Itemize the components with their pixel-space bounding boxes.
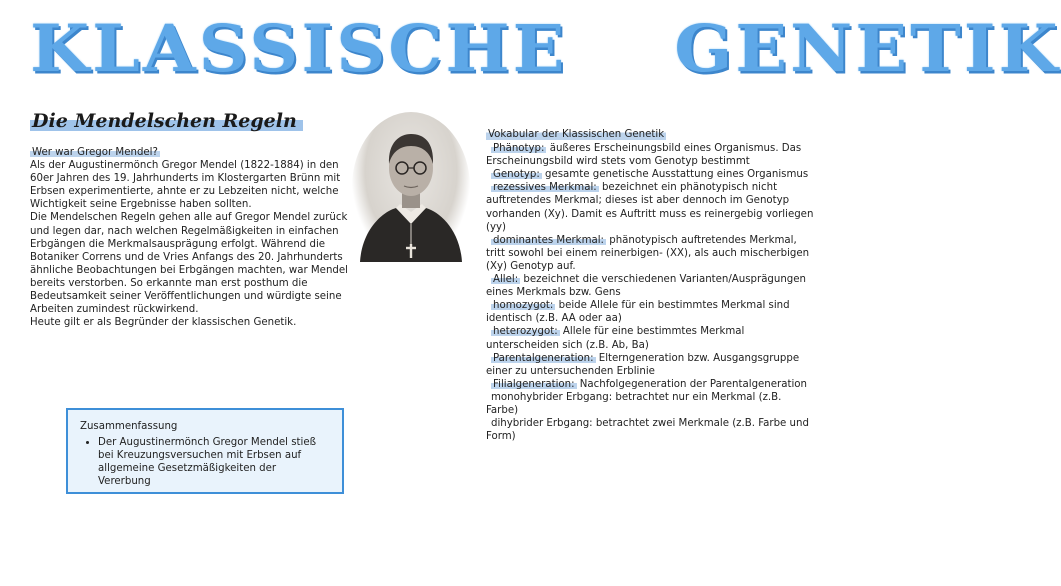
question-heading: Wer war Gregor Mendel? bbox=[32, 147, 158, 158]
vocab-definition: äußeres Erscheinungsbild eines Organismus. Das Erscheinungsbild wird stets vom Genotyp bestimmt bbox=[486, 143, 802, 168]
vocabulary-section bbox=[486, 128, 816, 443]
vocab-definition: bezeichnet ein phänotypisch nicht auftretendes Merkmal; dieses ist aber dennoch im Genotyp vorhanden (Xy). Damit es Auftritt muss es reinergebig vorliegen (yy) bbox=[486, 182, 814, 233]
summary-item: • Der Augustinermönch Gregor Mendel stieß bei Kreuzungsversuchen mit Erbsen auf allgemeine Gesetzmäßigkeiten der Vererbung bbox=[98, 436, 332, 488]
bio-paragraph-1: Als der Augustinermönch Gregor Mendel (1822-1884) in den 60er Jahren des 19. Jahrhunderts im Klostergarten Brünn mit Erbsen experimentierte, ahnte er zu Lebzeiten nicht, welche Wichtigkeit seine Ergebnisse haben sollten. bbox=[30, 160, 341, 211]
vocab-entry bbox=[486, 142, 816, 168]
vocab-definition: beide Allele für ein bestimmtes Merkmal sind identisch (z.B. AA oder aa) bbox=[486, 300, 790, 325]
vocab-entry bbox=[486, 417, 816, 443]
vocab-definition: Elterngeneration bzw. Ausgangsgruppe einer zu untersuchenden Erblinie bbox=[486, 352, 800, 377]
vocab-entry bbox=[486, 325, 816, 351]
vocab-definition: monohybrider Erbgang: betrachtet nur ein Merkmal (z.B. Farbe) bbox=[486, 391, 782, 416]
summary-heading: Zusammenfassung bbox=[80, 421, 178, 432]
vocab-entry bbox=[486, 299, 816, 325]
vocab-entry bbox=[486, 168, 816, 181]
vocab-entry bbox=[486, 352, 816, 378]
mendel-biography bbox=[30, 146, 348, 329]
vocab-definition: dihybrider Erbgang: betrachtet zwei Merkmale (z.B. Farbe und Form) bbox=[486, 418, 809, 443]
vocab-entry bbox=[486, 181, 816, 233]
title-part-2: GENETIK bbox=[674, 11, 1061, 88]
vocab-entry bbox=[486, 378, 816, 391]
vocab-definition: bezeichnet die verschiedenen Varianten/Ausprägungen eines Merkmals bzw. Gens bbox=[486, 274, 807, 299]
vocab-definition: Nachfolgegeneration der Parentalgeneration bbox=[576, 378, 807, 390]
bio-paragraph-3: Heute gilt er als Begründer der klassischen Genetik. bbox=[30, 317, 297, 329]
vocab-term: Genotyp: bbox=[493, 169, 540, 181]
section-title: Die Mendelschen Regeln bbox=[30, 110, 303, 132]
vocab-definition: phänotypisch auftretendes Merkmal, tritt sowohl bei einem reinerbigen- (XX), als auch mischerbigen (Xy) Genotyp auf. bbox=[486, 234, 810, 272]
vocab-definition: gesamte genetische Ausstattung eines Organismus bbox=[541, 169, 809, 181]
summary-list bbox=[80, 436, 332, 488]
vocab-term: rezessives Merkmal: bbox=[493, 182, 597, 194]
vocab-term: Filialgeneration: bbox=[493, 378, 575, 390]
mendel-portrait bbox=[352, 112, 470, 262]
portrait-image bbox=[352, 112, 470, 262]
vocab-entry bbox=[486, 391, 816, 417]
page-title bbox=[30, 8, 1061, 90]
vocab-term: Allel: bbox=[493, 274, 519, 286]
vocab-entry bbox=[486, 234, 816, 273]
title-part-1: KLASSISCHE bbox=[30, 11, 568, 88]
vocab-definition: Allele für eine bestimmtes Merkmal unterscheiden sich (z.B. Ab, Ba) bbox=[486, 326, 745, 351]
vocabulary-heading: Vokabular der Klassischen Genetik bbox=[488, 129, 665, 140]
vocab-term: Phänotyp: bbox=[493, 143, 545, 155]
vocab-term: homozygot: bbox=[493, 300, 554, 312]
vocab-term: Parentalgeneration: bbox=[493, 352, 594, 364]
vocab-entry bbox=[486, 273, 816, 299]
summary-box bbox=[66, 408, 344, 494]
vocab-term: dominantes Merkmal: bbox=[493, 234, 604, 246]
bio-paragraph-2: Die Mendelschen Regeln gehen alle auf Gregor Mendel zurück und legen dar, nach welchen Regelmäßigkeiten in einfachen Erbgängen die Merkmalsausprägung erfolgt. Während die Botaniker Correns und de Vries Anfangs des 20. Jahrhunderts ähnliche Beobachtungen bei Erbgängen machten, war Mendel bereits verstorben. So erkannte man erst posthum die Bedeutsamkeit seiner Veröffentlichungen und würdigte seine Arbeiten zumindest rückwirkend. bbox=[30, 212, 348, 316]
vocab-term: heterozygot: bbox=[493, 326, 558, 338]
